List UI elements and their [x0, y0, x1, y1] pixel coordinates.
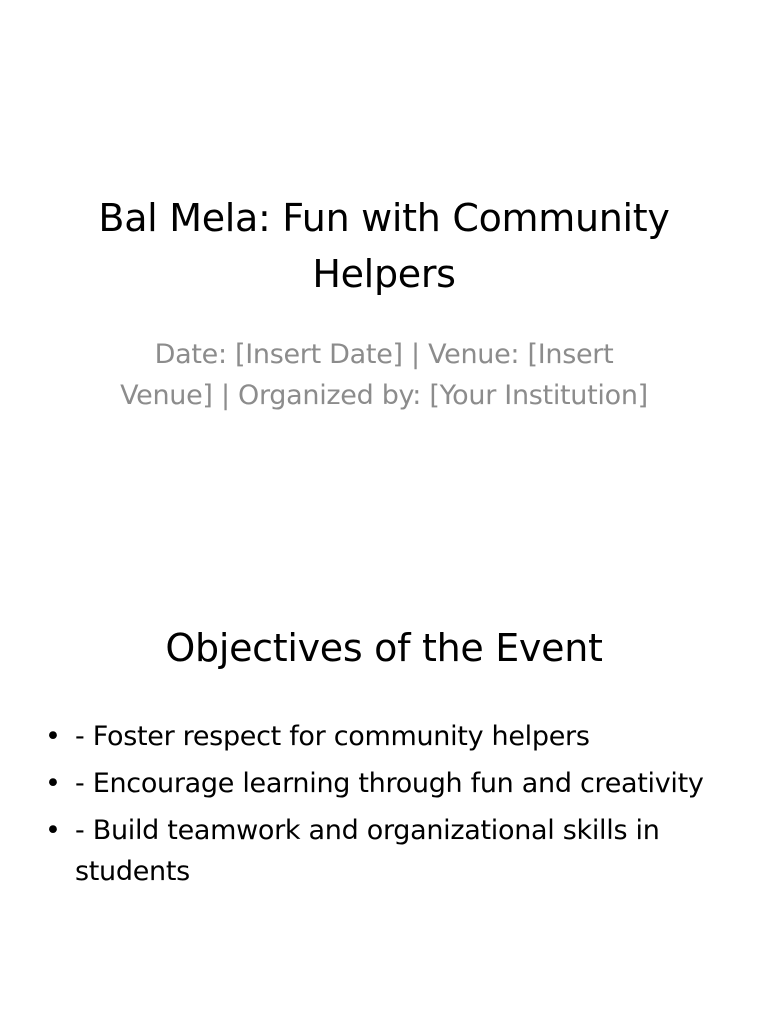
bullet-icon: • — [45, 815, 61, 846]
objectives-list — [40, 716, 710, 898]
bullet-icon: • — [45, 768, 61, 799]
list-item — [40, 763, 710, 804]
list-item — [40, 810, 710, 892]
list-item-text: - Encourage learning through fun and creativity — [75, 768, 704, 799]
slide-subtitle: Date: [Insert Date] | Venue: [Insert Venue] | Organized by: [Your Institution] — [120, 339, 648, 411]
slide-title: Bal Mela: Fun with Community Helpers — [98, 196, 670, 296]
bullet-icon: • — [45, 721, 61, 752]
list-item — [40, 716, 710, 757]
list-item-text: - Foster respect for community helpers — [75, 721, 590, 752]
objectives-slide — [0, 576, 768, 1024]
list-item-text: - Build teamwork and organizational skills in students — [75, 815, 660, 887]
objectives-heading: Objectives of the Event — [165, 626, 603, 670]
